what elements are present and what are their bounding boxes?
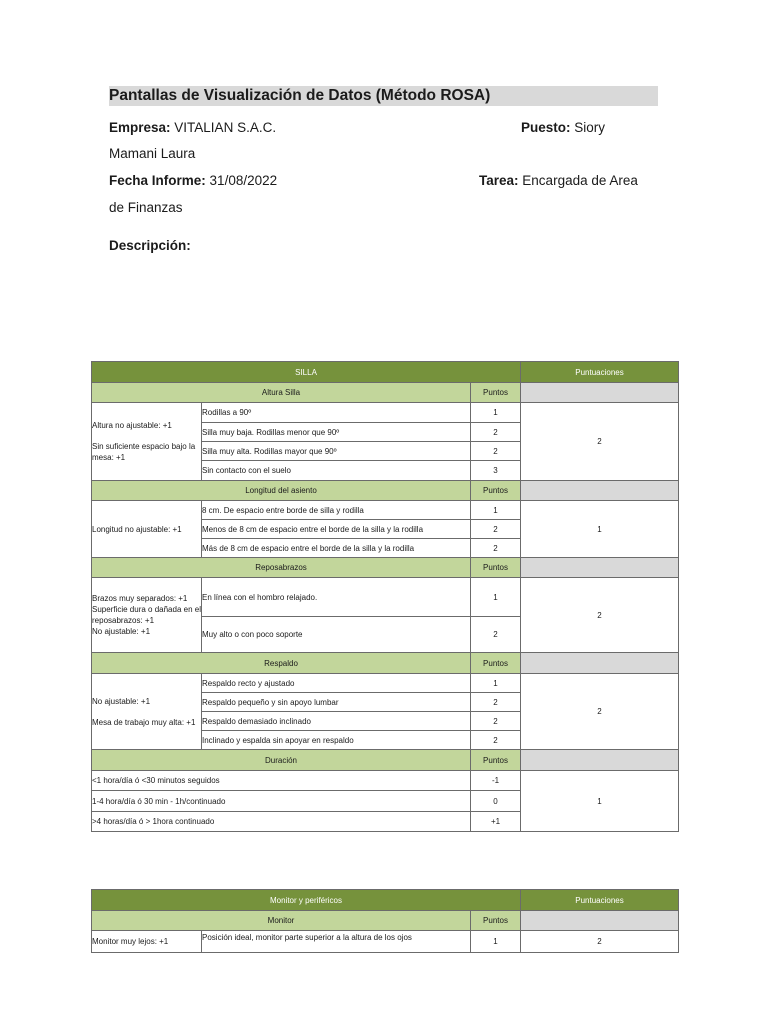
respaldo-option: Respaldo pequeño y sin apoyo lumbar xyxy=(202,693,471,712)
longitud-puntos-label: Puntos xyxy=(471,481,521,501)
reposabrazos-score: 2 xyxy=(521,578,679,653)
tarea-continuation: de Finanzas xyxy=(109,200,183,215)
respaldo-option-points: 2 xyxy=(471,693,521,712)
monitor-score-header xyxy=(521,911,679,931)
respaldo-option-points: 1 xyxy=(471,674,521,693)
silla-puntuaciones-heading: Puntuaciones xyxy=(521,362,679,383)
duracion-option: <1 hora/día ó <30 minutos seguidos xyxy=(92,771,471,791)
respaldo-subheading: Respaldo xyxy=(92,653,471,674)
altura-cond-1: Altura no ajustable: +1 xyxy=(92,421,172,430)
empresa-value: VITALIAN S.A.C. xyxy=(174,120,277,135)
monitor-heading: Monitor y periféricos xyxy=(92,890,521,911)
silla-table xyxy=(91,361,679,832)
altura-silla-subheading: Altura Silla xyxy=(92,383,471,403)
altura-option: Sin contacto con el suelo xyxy=(202,461,471,481)
tarea-label: Tarea: xyxy=(479,173,519,188)
reposabrazos-option-points: 2 xyxy=(471,617,521,653)
altura-option: Silla muy alta. Rodillas mayor que 90º xyxy=(202,442,471,461)
reposabrazos-option-points: 1 xyxy=(471,578,521,617)
longitud-option-points: 1 xyxy=(471,501,521,520)
monitor-option: Posición ideal, monitor parte superior a la altura de los ojos xyxy=(202,931,471,953)
reposabrazos-cond-2: Superficie dura o dañada en el reposabrazos: +1 xyxy=(92,605,201,625)
reposabrazos-option: Muy alto o con poco soporte xyxy=(202,617,471,653)
puesto-value: Siory xyxy=(574,120,606,135)
reposabrazos-score-header xyxy=(521,558,679,578)
longitud-option-points: 2 xyxy=(471,539,521,558)
monitor-conditions xyxy=(92,931,202,953)
monitor-subheading: Monitor xyxy=(92,911,471,931)
monitor-puntuaciones-heading: Puntuaciones xyxy=(521,890,679,911)
altura-option: Silla muy baja. Rodillas menor que 90º xyxy=(202,423,471,442)
monitor-cond-1: Monitor muy lejos: +1 xyxy=(92,937,169,946)
altura-option-points: 1 xyxy=(471,403,521,423)
duracion-option-points: 0 xyxy=(471,791,521,812)
longitud-score-header xyxy=(521,481,679,501)
fecha-label: Fecha Informe: xyxy=(109,173,206,188)
descripcion-label: Descripción: xyxy=(109,238,191,253)
tarea-value: Encargada de Area xyxy=(522,173,638,188)
reposabrazos-cond-1: Brazos muy separados: +1 xyxy=(92,594,188,603)
respaldo-conditions xyxy=(92,674,202,750)
duracion-score: 1 xyxy=(521,771,679,832)
duracion-puntos-label: Puntos xyxy=(471,750,521,771)
longitud-option: Más de 8 cm de espacio entre el borde de la silla y la rodilla xyxy=(202,539,471,558)
puesto-line xyxy=(521,120,605,136)
monitor-table xyxy=(91,889,679,953)
fecha-value: 31/08/2022 xyxy=(209,173,278,188)
reposabrazos-puntos-label: Puntos xyxy=(471,558,521,578)
longitud-score: 1 xyxy=(521,501,679,558)
respaldo-puntos-label: Puntos xyxy=(471,653,521,674)
longitud-cond-1: Longitud no ajustable: +1 xyxy=(92,524,182,534)
empresa-line xyxy=(109,120,276,136)
respaldo-option: Respaldo recto y ajustado xyxy=(202,674,471,693)
respaldo-option-points: 2 xyxy=(471,731,521,750)
altura-cond-2: Sin suficiente espacio bajo la mesa: +1 xyxy=(92,442,196,462)
altura-option: Rodillas a 90º xyxy=(202,403,471,423)
duracion-option: 1-4 hora/día ó 30 min - 1h/continuado xyxy=(92,791,471,812)
altura-score: 2 xyxy=(521,403,679,481)
reposabrazos-option: En línea con el hombro relajado. xyxy=(202,578,471,617)
duracion-subheading: Duración xyxy=(92,750,471,771)
respaldo-option: Inclinado y espalda sin apoyar en respaldo xyxy=(202,731,471,750)
altura-puntos-label: Puntos xyxy=(471,383,521,403)
respaldo-option-points: 2 xyxy=(471,712,521,731)
longitud-conditions xyxy=(92,501,202,558)
respaldo-score-header xyxy=(521,653,679,674)
empresa-label: Empresa: xyxy=(109,120,171,135)
longitud-subheading: Longitud del asiento xyxy=(92,481,471,501)
fecha-line xyxy=(109,173,277,189)
monitor-puntos-label: Puntos xyxy=(471,911,521,931)
longitud-option-points: 2 xyxy=(471,520,521,539)
descripcion-line xyxy=(109,238,191,254)
respaldo-option: Respaldo demasiado inclinado xyxy=(202,712,471,731)
respaldo-cond-1: No ajustable: +1 xyxy=(92,696,151,706)
silla-heading: SILLA xyxy=(92,362,521,383)
duracion-option: >4 horas/día ó > 1hora continuado xyxy=(92,812,471,832)
duracion-option-points: +1 xyxy=(471,812,521,832)
altura-option-points: 2 xyxy=(471,442,521,461)
longitud-option: Menos de 8 cm de espacio entre el borde de la silla y la rodilla xyxy=(202,520,471,539)
longitud-option: 8 cm. De espacio entre borde de silla y rodilla xyxy=(202,501,471,520)
respaldo-score: 2 xyxy=(521,674,679,750)
reposabrazos-subheading: Reposabrazos xyxy=(92,558,471,578)
tarea-line xyxy=(479,173,638,189)
puesto-continuation: Mamani Laura xyxy=(109,146,196,161)
altura-score-header xyxy=(521,383,679,403)
monitor-option-points: 1 xyxy=(471,931,521,953)
monitor-score: 2 xyxy=(521,931,679,953)
altura-option-points: 2 xyxy=(471,423,521,442)
duracion-score-header xyxy=(521,750,679,771)
duracion-option-points: -1 xyxy=(471,771,521,791)
altura-option-points: 3 xyxy=(471,461,521,481)
puesto-label: Puesto: xyxy=(521,120,571,135)
reposabrazos-conditions xyxy=(92,578,202,653)
reposabrazos-cond-3: No ajustable: +1 xyxy=(92,627,151,636)
altura-conditions xyxy=(92,403,202,481)
page-title: Pantallas de Visualización de Datos (Método ROSA) xyxy=(109,86,658,106)
respaldo-cond-2: Mesa de trabajo muy alta: +1 xyxy=(92,717,196,727)
